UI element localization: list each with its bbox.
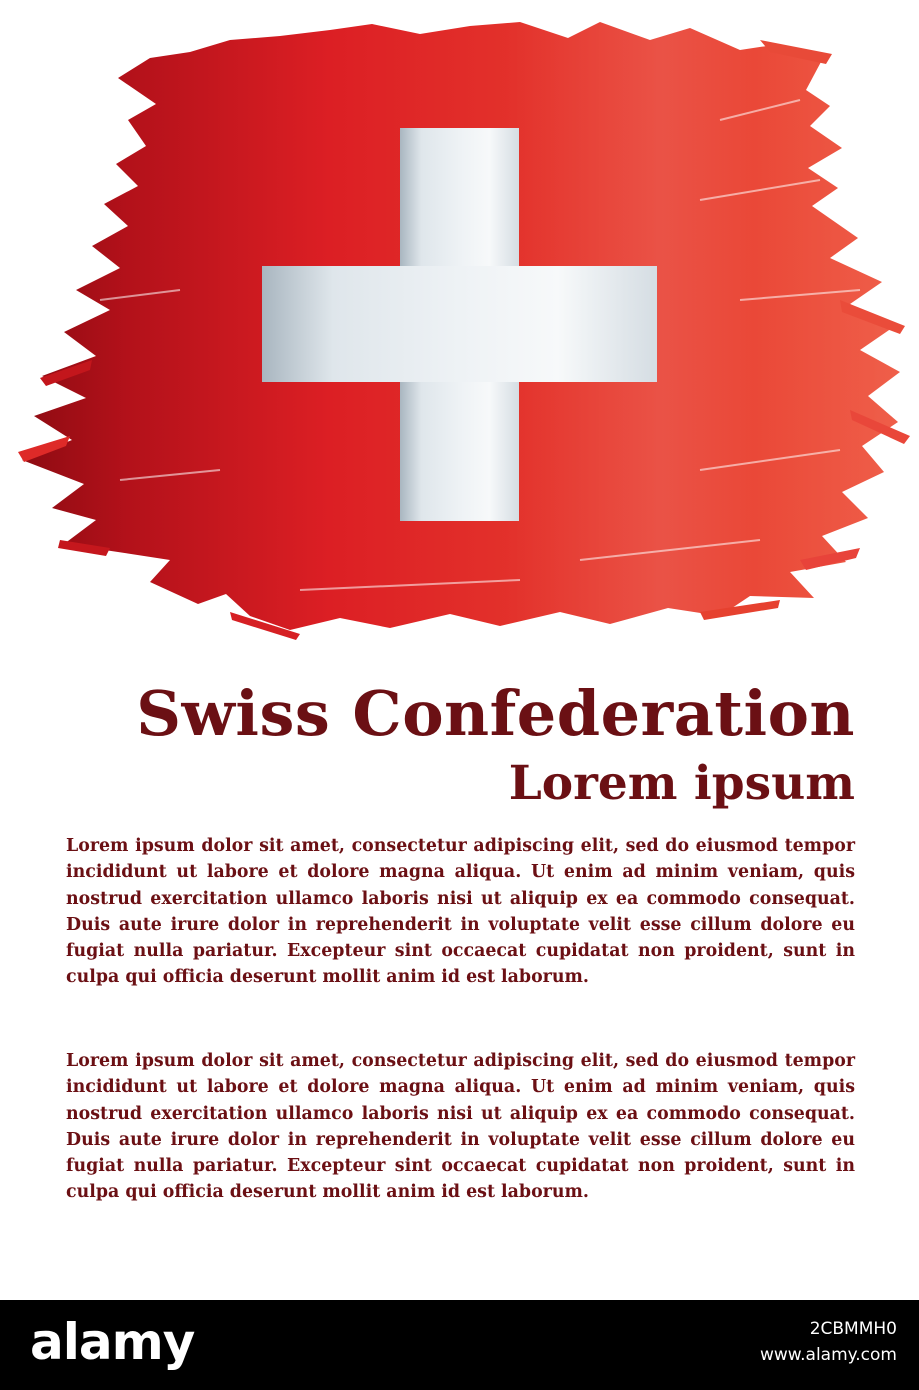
- page-title: Swiss Confederation: [136, 677, 855, 750]
- page-subtitle: Lorem ipsum: [508, 756, 855, 811]
- image-id: 2CBMMH0: [809, 1319, 897, 1339]
- watermark-footer: [0, 1300, 919, 1390]
- alamy-logo: alamy: [30, 1313, 195, 1371]
- swiss-flag-image: [0, 0, 919, 660]
- swiss-flag-icon: [0, 0, 919, 660]
- body-paragraph: Lorem ipsum dolor sit amet, consectetur adipiscing elit, sed do eiusmod tempor incididunt ut labore et dolore magna aliqua. Ut enim ad minim veniam, quis nostrud exercitation ullamco laboris nisi ut aliquip ex ea commodo consequat. Duis aute irure dolor in reprehenderit in voluptate velit esse cillum dolore eu fugiat nulla pariatur. Excepteur sint occaecat cupidatat non proident, sunt in culpa qui officia deserunt mollit anim id est laborum.: [66, 836, 855, 988]
- site-url: www.alamy.com: [759, 1345, 897, 1365]
- body-paragraph: Lorem ipsum dolor sit amet, consectetur adipiscing elit, sed do eiusmod tempor incididunt ut labore et dolore magna aliqua. Ut enim ad minim veniam, quis nostrud exercitation ullamco laboris nisi ut aliquip ex ea commodo consequat. Duis aute irure dolor in reprehenderit in voluptate velit esse cillum dolore eu fugiat nulla pariatur. Excepteur sint occaecat cupidatat non proident, sunt in culpa qui officia deserunt mollit anim id est laborum.: [66, 1051, 855, 1203]
